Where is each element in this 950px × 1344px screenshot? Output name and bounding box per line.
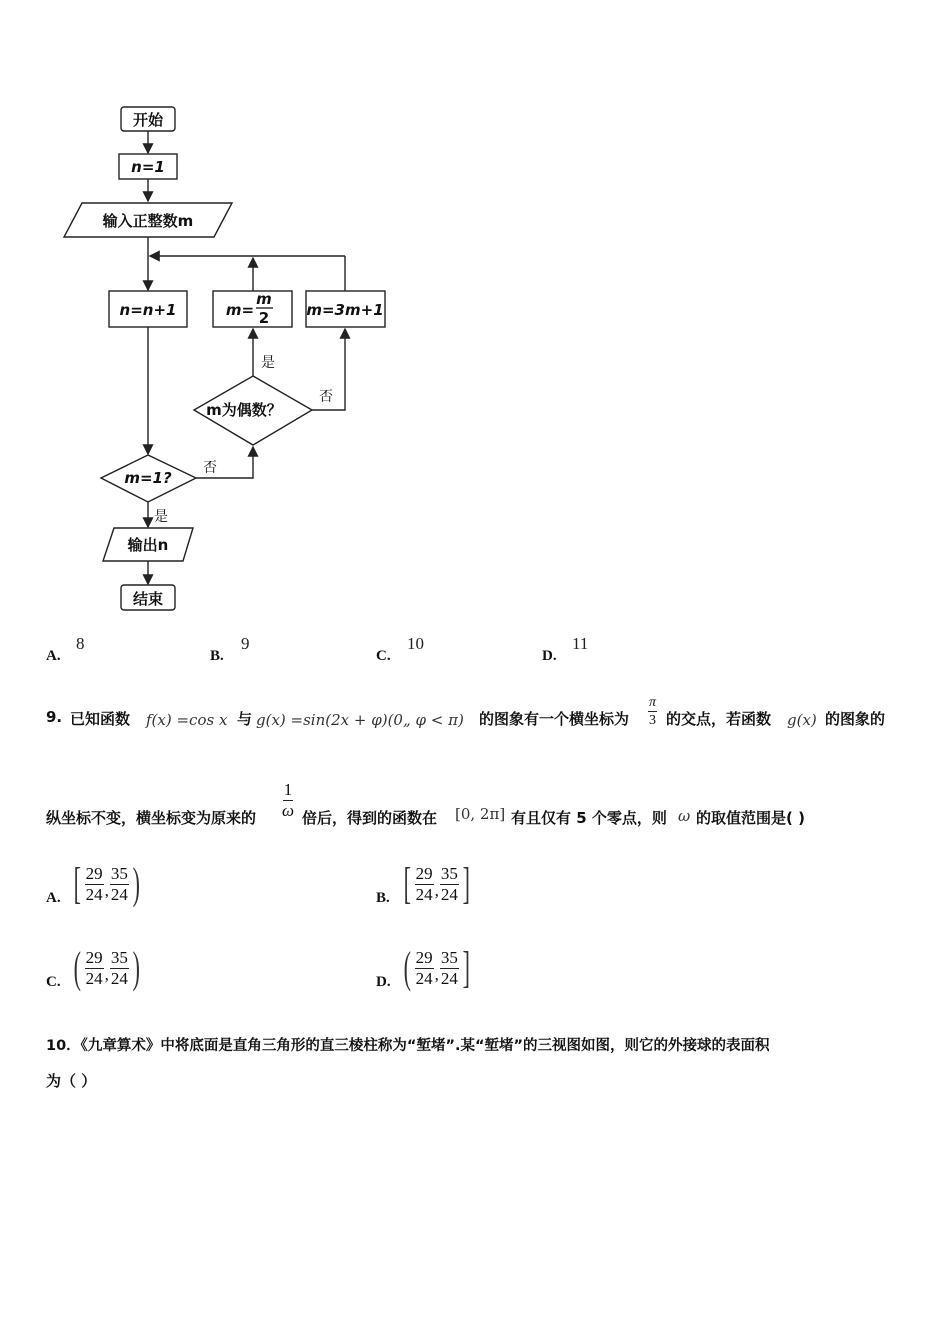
frac2-den: 24 <box>440 884 458 904</box>
output-label: 输出n <box>127 536 169 554</box>
q9-line2-d: 的取值范围是( ) <box>696 809 805 827</box>
option-label: A. <box>46 648 61 664</box>
q9-g: g(x) =sin(2x + φ)(0„ φ < π) <box>256 711 464 729</box>
q9-pi-den: 3 <box>649 713 656 728</box>
q9-line2-b: 倍后，得到的函数在 <box>302 809 438 827</box>
init-label: n=1 <box>131 158 165 176</box>
input-label: 输入正整数m <box>102 212 194 230</box>
frac1-num: 29 <box>85 863 103 883</box>
q8-option-c[interactable] <box>376 636 526 668</box>
q9-line2 <box>46 780 906 830</box>
option-label: D. <box>376 974 391 990</box>
inc-label: n=n+1 <box>119 301 177 319</box>
q9-text-5: 的图象的 <box>825 710 886 728</box>
q8-option-d[interactable] <box>542 636 692 668</box>
option-interval: ( $\frac{29}{24}$ , $\frac{35}{24}$ ] <box>403 943 470 992</box>
q9-option-a[interactable] <box>46 859 246 918</box>
flowchart <box>0 0 420 620</box>
q9-text-1: 已知函数 <box>70 710 131 728</box>
left-bracket: ( <box>73 943 81 992</box>
left-bracket: [ <box>403 859 411 908</box>
frac2-den: 24 <box>110 884 128 904</box>
q9-one-over-omega <box>282 780 294 821</box>
frac1-den: 24 <box>415 968 433 988</box>
option-interval: [ $\frac{29}{24}$ , $\frac{35}{24}$ ] <box>403 859 470 908</box>
half-num-label: m <box>256 290 272 308</box>
q9-gx: g(x) <box>787 711 817 729</box>
q9-number: 9. <box>46 708 63 726</box>
option-value: 9 <box>241 634 250 653</box>
q9-text-3: 的图象有一个横坐标为 <box>479 710 630 728</box>
frac1-num: 29 <box>415 947 433 967</box>
frac1-den: 24 <box>85 884 103 904</box>
q9-omega: ω <box>678 807 691 825</box>
frac2-den: 24 <box>440 968 458 988</box>
option-value: 8 <box>76 634 85 653</box>
q9-line1 <box>46 696 906 740</box>
triple-label: m=3m+1 <box>306 301 384 319</box>
even-q-label: m为偶数？ <box>206 401 282 419</box>
q9-w-den: ω <box>282 801 295 820</box>
option-label: C. <box>376 648 391 664</box>
frac2-num: 35 <box>440 863 458 883</box>
yes1-label: 是 <box>261 355 275 371</box>
right-bracket: ) <box>132 859 140 908</box>
option-interval: [ $\frac{29}{24}$ , $\frac{35}{24}$ ) <box>73 859 140 908</box>
q9-line2-c: 有且仅有 5 个零点，则 <box>511 809 667 827</box>
q10-line2: 为（ ） <box>46 1072 97 1090</box>
q9-option-b[interactable] <box>376 859 576 918</box>
left-bracket: ( <box>403 943 411 992</box>
option-label: C. <box>46 974 61 990</box>
q10-line1: 10．《九章算术》中将底面是直角三角形的直三棱柱称为“堑堵”.某“堑堵”的三视图如图，则它的外接球的表面积 <box>46 1038 770 1054</box>
no2-label: 否 <box>203 460 217 476</box>
q9-text-2: 与 <box>237 710 253 728</box>
right-bracket: ) <box>132 943 140 992</box>
start-label: 开始 <box>132 111 164 129</box>
q8-option-a[interactable] <box>46 636 196 668</box>
m1-q-label: m=1? <box>124 469 172 487</box>
half-den-label: 2 <box>258 309 270 327</box>
half-left-label: m= <box>225 301 255 319</box>
q9-text-4: 的交点，若函数 <box>666 710 772 728</box>
q9-option-d[interactable] <box>376 943 576 1002</box>
q9-option-c[interactable] <box>46 943 246 1002</box>
end-label: 结束 <box>132 590 164 608</box>
option-label: B. <box>376 890 390 906</box>
q9-f: f(x) =cos x <box>146 711 228 729</box>
right-bracket: ] <box>462 859 470 908</box>
q8-option-b[interactable] <box>210 636 360 668</box>
option-label: D. <box>542 648 557 664</box>
frac1-num: 29 <box>415 863 433 883</box>
q9-interval: [0, 2π] <box>455 805 506 823</box>
q9-w-num: 1 <box>283 780 293 799</box>
right-bracket: ] <box>462 943 470 992</box>
option-value: 11 <box>572 634 589 653</box>
frac1-num: 29 <box>85 947 103 967</box>
frac2-den: 24 <box>110 968 128 988</box>
frac2-num: 35 <box>110 863 128 883</box>
q9-pi-num: π <box>649 695 657 710</box>
option-label: B. <box>210 648 224 664</box>
q9-line2-a: 纵坐标不变，横坐标变为原来的 <box>46 809 257 827</box>
yes2-label: 是 <box>154 509 168 525</box>
option-label: A. <box>46 890 61 906</box>
no1-label: 否 <box>319 389 333 405</box>
frac1-den: 24 <box>85 968 103 988</box>
frac2-num: 35 <box>440 947 458 967</box>
q9-pi-over-3 <box>648 694 657 729</box>
left-bracket: [ <box>73 859 81 908</box>
frac1-den: 24 <box>415 884 433 904</box>
option-value: 10 <box>407 634 424 653</box>
option-interval: ( $\frac{29}{24}$ , $\frac{35}{24}$ ) <box>73 943 140 992</box>
frac2-num: 35 <box>110 947 128 967</box>
